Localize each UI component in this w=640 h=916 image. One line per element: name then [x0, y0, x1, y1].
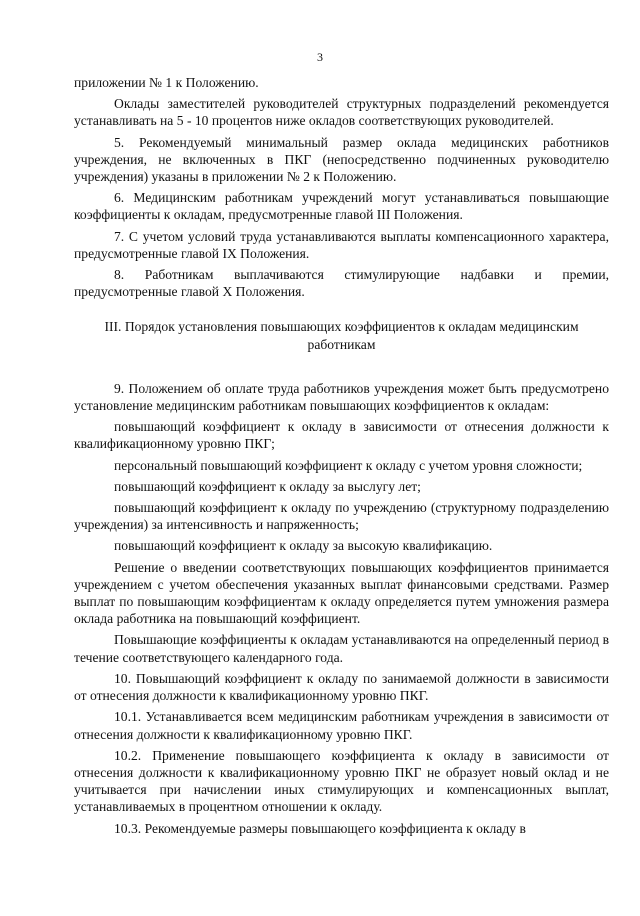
paragraph: Повышающие коэффициенты к окладам устанавливаются на определенный период в течение соответствующего календарного года. [74, 632, 609, 665]
paragraph: Решение о введении соответствующих повышающих коэффициентов принимается учреждением с учетом обеспечения указанных выплат финансовыми средствами. Размер выплат по повышающим коэффициентам к окладу определяется путем умножения размера оклада работника на повышающий коэффициент. [74, 559, 609, 627]
paragraph: 9. Положением об оплате труда работников учреждения может быть предусмотрено установление медицинским работникам повышающих коэффициентов к окладам: [74, 380, 609, 414]
paragraph: 10.1. Устанавливается всем медицинским работникам учреждения в зависимости от отнесения должности к квалификационному уровню ПКГ. [74, 709, 609, 742]
page-number: 3 [317, 50, 323, 64]
list-item: повышающий коэффициент к окладу за высокую квалификацию. [114, 538, 493, 554]
section-heading: III. Порядок установления повышающих коэффициентов к окладам медицинским работникам [104, 319, 579, 352]
paragraph: приложении № 1 к Положению. [74, 75, 259, 90]
paragraph: 5. Рекомендуемый минимальный размер оклада медицинских работников учреждения, не включенных в ПКГ (непосредственно подчиненных руководителю учреждения) указаны в приложении № 2 к Положению. [74, 134, 609, 185]
list-item: персональный повышающий коэффициент к окладу с учетом уровня сложности; [114, 457, 583, 473]
list-item: повышающий коэффициент к окладу по учреждению (структурному подразделению учреждения) за интенсивность и напряженность; [74, 500, 609, 533]
document-body [74, 74, 609, 837]
paragraph: 10.3. Рекомендуемые размеры повышающего коэффициента к окладу в [114, 820, 526, 836]
paragraph: 8. Работникам выплачиваются стимулирующие надбавки и премии, предусмотренные главой X Положения. [74, 267, 609, 300]
paragraph: Оклады заместителей руководителей структурных подразделений рекомендуется устанавливать на 5 - 10 процентов ниже окладов соответствующих руководителей. [74, 96, 609, 129]
paragraph: 10. Повышающий коэффициент к окладу по занимаемой должности в зависимости от отнесения должности к квалификационному уровню ПКГ. [74, 670, 609, 704]
paragraph: 6. Медицинским работникам учреждений могут устанавливаться повышающие коэффициенты к окладам, предусмотренные главой III Положения. [74, 190, 609, 223]
paragraph: 10.2. Применение повышающего коэффициента к окладу в зависимости от отнесения должности к квалификационному уровню ПКГ не образует новый оклад и не учитывается при начислении иных стимулирующих и компенсационных выплат, устанавливаемых в процентном отношении к окладу. [74, 747, 609, 815]
paragraph: 7. С учетом условий труда устанавливаются выплаты компенсационного характера, предусмотренные главой IX Положения. [74, 228, 609, 261]
list-item: повышающий коэффициент к окладу за выслугу лет; [114, 478, 421, 494]
list-item: повышающий коэффициент к окладу в зависимости от отнесения должности к квалификационному уровню ПКГ; [74, 419, 609, 452]
